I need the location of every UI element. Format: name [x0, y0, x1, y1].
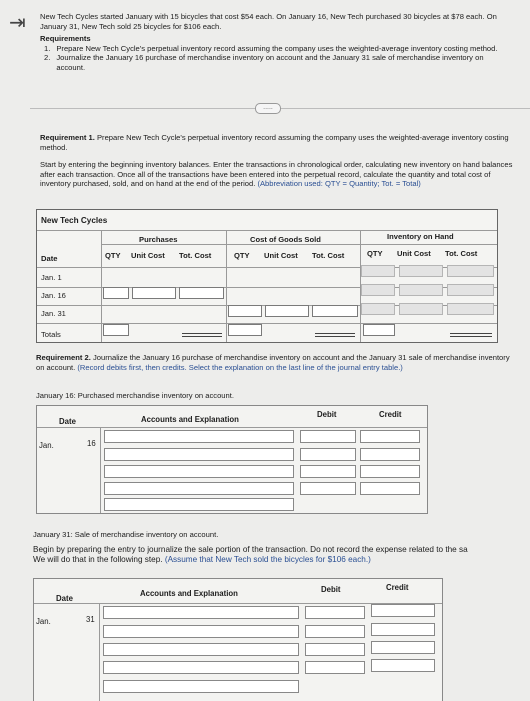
onhand-unit-cost-input[interactable] — [399, 265, 443, 277]
jan31-caption: January 31: Sale of merchandise inventory on account. — [33, 530, 219, 539]
onhand-tot-cost-input[interactable] — [447, 303, 494, 315]
onhand-unit-cost-input[interactable] — [399, 303, 443, 315]
req2-heading: Requirement 2. — [36, 353, 91, 362]
onhand-qty-input[interactable] — [361, 284, 395, 296]
cogs-qty-input[interactable] — [228, 305, 262, 317]
onhand-unit-cost-input[interactable] — [399, 284, 443, 296]
col-unit-cost: Unit Cost — [397, 249, 431, 258]
jan31-instruction-main: Begin by preparing the entry to journalize the sale portion of the transaction. Do not record the expense related to the sa — [33, 545, 468, 554]
requirement-2-section — [36, 353, 520, 372]
table-rule — [99, 603, 100, 701]
expand-more-button[interactable]: ..... — [255, 103, 281, 114]
totals-label: Totals — [41, 330, 61, 339]
jan16-caption: January 16: Purchased merchandise inventory on account. — [36, 391, 234, 400]
entry-month: Jan. — [39, 441, 54, 450]
date-header: Date — [56, 594, 73, 603]
debit-input[interactable] — [305, 643, 365, 656]
jan31-instruction-line2: We will do that in the following step. — [33, 555, 163, 565]
requirement-number: 2. — [44, 53, 51, 63]
credit-input[interactable] — [360, 448, 420, 461]
purchase-tot-cost-input[interactable] — [179, 287, 224, 299]
double-underline — [450, 333, 492, 337]
requirement-item — [44, 53, 510, 72]
account-select[interactable] — [103, 643, 299, 656]
total-cogs-qty-input[interactable] — [228, 324, 262, 336]
row-date: Jan. 16 — [41, 291, 66, 300]
entry-day: 31 — [86, 615, 95, 624]
requirement-text: Prepare New Tech Cycle's perpetual inventory record assuming the company uses the weighted-average inventory costing method. — [56, 43, 498, 53]
account-select[interactable] — [104, 448, 294, 461]
debit-input[interactable] — [300, 448, 356, 461]
credit-input[interactable] — [371, 641, 435, 654]
requirement-item — [44, 44, 510, 54]
credit-header: Credit — [386, 583, 409, 592]
credit-input[interactable] — [371, 659, 435, 672]
credit-input[interactable] — [371, 604, 435, 617]
requirement-1-section — [40, 133, 520, 197]
credit-input[interactable] — [360, 430, 420, 443]
account-select[interactable] — [104, 465, 294, 478]
col-tot-cost: Tot. Cost — [445, 249, 478, 258]
date-header: Date — [41, 254, 58, 263]
journal-table-jan31 — [33, 578, 443, 701]
jan31-hint: (Assume that New Tech sold the bicycles for $106 each.) — [164, 555, 371, 565]
onhand-qty-input[interactable] — [361, 265, 395, 277]
credit-header: Credit — [379, 410, 402, 419]
table-rule — [226, 230, 227, 342]
onhand-qty-input[interactable] — [361, 303, 395, 315]
col-tot-cost: Tot. Cost — [312, 251, 345, 260]
table-rule — [100, 427, 101, 513]
account-select[interactable] — [104, 430, 294, 443]
req1-instructions: Start by entering the beginning inventory balances. Enter the transactions in chronological order, calculating new inventory on hand balances after each transaction. Once all of the transactions have been entered into the perpetual record, calculate the quantity and total cost of inventory purchased, sold, and on hand at the end of the period. — [40, 160, 513, 189]
problem-statement — [40, 12, 510, 73]
journal-table-jan16 — [36, 405, 428, 514]
purchase-qty-input[interactable] — [103, 287, 129, 299]
account-select[interactable] — [103, 661, 299, 674]
back-arrow-icon[interactable]: ⇥ — [9, 12, 26, 34]
debit-input[interactable] — [300, 465, 356, 478]
req1-hint: (Abbreviation used: QTY = Quantity; Tot. = Total) — [257, 179, 421, 189]
requirement-number: 1. — [44, 43, 51, 53]
onhand-tot-cost-input[interactable] — [447, 265, 494, 277]
account-select[interactable] — [103, 625, 299, 638]
credit-input[interactable] — [371, 623, 435, 636]
cogs-unit-cost-input[interactable] — [265, 305, 309, 317]
requirements-heading: Requirements — [40, 34, 91, 44]
row-date: Jan. 1 — [41, 273, 62, 282]
accounts-header: Accounts and Explanation — [141, 415, 239, 424]
total-onhand-qty-input[interactable] — [363, 324, 395, 336]
accounts-header: Accounts and Explanation — [140, 589, 238, 598]
debit-input[interactable] — [300, 482, 356, 495]
explanation-select[interactable] — [103, 680, 299, 693]
col-unit-cost: Unit Cost — [264, 251, 298, 260]
jan31-instructions — [33, 545, 530, 565]
debit-input[interactable] — [305, 661, 365, 674]
col-qty: QTY — [367, 249, 383, 258]
perpetual-inventory-table — [36, 209, 498, 343]
table-rule — [101, 244, 497, 245]
entry-month: Jan. — [36, 617, 51, 626]
credit-input[interactable] — [360, 465, 420, 478]
credit-input[interactable] — [360, 482, 420, 495]
table-rule — [37, 230, 497, 231]
debit-input[interactable] — [305, 625, 365, 638]
on-hand-header: Inventory on Hand — [387, 232, 454, 241]
total-purchase-qty-input[interactable] — [103, 324, 129, 336]
explanation-select[interactable] — [104, 498, 294, 511]
req2-hint: (Record debits first, then credits. Select the explanation on the last line of the journal entry table.) — [77, 362, 403, 372]
debit-input[interactable] — [300, 430, 356, 443]
onhand-tot-cost-input[interactable] — [447, 284, 494, 296]
purchases-header: Purchases — [139, 235, 178, 244]
double-underline — [182, 333, 222, 337]
req1-heading: Requirement 1. — [40, 133, 95, 142]
col-unit-cost: Unit Cost — [131, 251, 165, 260]
col-tot-cost: Tot. Cost — [179, 251, 212, 260]
row-date: Jan. 31 — [41, 309, 66, 318]
requirement-text: Journalize the January 16 purchase of merchandise inventory on account and the January 31 sale of merchandise inventory on account. — [56, 53, 484, 72]
entry-day: 16 — [87, 439, 96, 448]
table-rule — [37, 427, 427, 428]
req2-heading-text: Journalize the January 16 purchase of merchandise inventory on account and the January 31 sale of merchandise inventory on account. — [36, 353, 510, 372]
col-qty: QTY — [234, 251, 250, 260]
debit-header: Debit — [317, 410, 337, 419]
debit-input[interactable] — [305, 606, 365, 619]
purchase-unit-cost-input[interactable] — [132, 287, 176, 299]
cogs-tot-cost-input[interactable] — [312, 305, 358, 317]
table-rule — [101, 230, 102, 342]
cogs-header: Cost of Goods Sold — [250, 235, 321, 244]
req1-heading-text: Prepare New Tech Cycle's perpetual inventory record assuming the company uses the weighted-average inventory costing method. — [40, 133, 509, 152]
problem-intro: New Tech Cycles started January with 15 bicycles that cost $54 each. On January 16, New Tech purchased 30 bicycles at $78 each. On January 31, New Tech sold 25 bicycles for $106 each. — [40, 12, 497, 31]
account-select[interactable] — [104, 482, 294, 495]
debit-header: Debit — [321, 585, 341, 594]
col-qty: QTY — [105, 251, 121, 260]
date-header: Date — [59, 417, 76, 426]
company-name: New Tech Cycles — [41, 216, 108, 225]
account-select[interactable] — [103, 606, 299, 619]
double-underline — [315, 333, 355, 337]
